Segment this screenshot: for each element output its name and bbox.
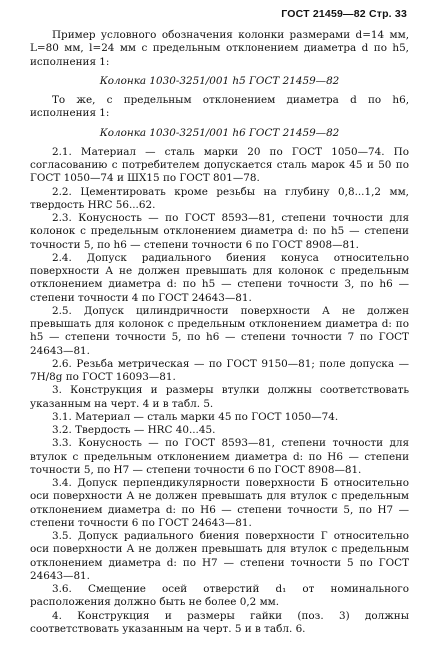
clause-3-3: 3.3. Конусность — по ГОСТ 8593—81, степени точности для втулок с предельным отклонением диаметра d: по H6 — степени точности 5, по H7 — степени точности 6 по ГОСТ 8908—81. [30, 437, 409, 476]
clause-2-3: 2.3. Конусность — по ГОСТ 8593—81, степени точности для колонок с предельным отклонением диаметра d: по h5 — степени точности 5, по h6 — степени точности 6 по ГОСТ 8908—81. [30, 212, 409, 251]
designation-h5: Колонка 1030-3251/001 h5 ГОСТ 21459—82 [99, 74, 340, 87]
document-body [30, 29, 409, 636]
clause-3: 3. Конструкция и размеры втулки должны соответствовать указанным на черт. 4 и в табл. 5. [30, 384, 409, 410]
clause-3-2: 3.2. Твердость — HRC 40...45. [52, 424, 216, 436]
clause-2-4: 2.4. Допуск радиального биения конуса относительно поверхности А не должен превышать для колонок с предельным отклонением диаметра d: по h5 — степени точности 3, по h6 — степени точности 4 по ГОСТ 24643—81. [30, 251, 409, 304]
clause-2-6: 2.6. Резьба метрическая — по ГОСТ 9150—81; поле допуска — 7H/8g по ГОСТ 16093—81. [30, 357, 409, 383]
clause-3-4: 3.4. Допуск перпендикулярности поверхности Б относительно оси поверхности А не должен превышать для втулок с предельным отклонением диаметра d: по H6 — степени точности 5, по H7 — степени точности 6 по ГОСТ 24643—81. [30, 477, 409, 529]
clause-3-1: 3.1. Материал — сталь марки 45 по ГОСТ 1050—74. [52, 410, 339, 423]
clause-2-2: 2.2. Цементировать кроме резьбы на глубину 0,8...1,2 мм, твердость HRC 56...62. [30, 185, 409, 211]
page-header: ГОСТ 21459—82 Стр. 33 [281, 8, 407, 20]
clause-4: 4. Конструкция и размеры гайки (поз. 3) должны соответствовать указанным на черт. 5 и в табл. 6. [30, 609, 409, 635]
clause-2-5: 2.5. Допуск цилиндричности поверхности А не должен превышать для колонок с предельным отклонением диаметра d: по h5 — степени точности 5, по h6 — степени точности 7 по ГОСТ 24643—81. [30, 304, 409, 357]
example-paragraph: Пример условного обозначения колонки размерами d=14 мм, L=80 мм, l=24 мм с предельным отклонением диаметра d по h5, исполнения 1: [30, 29, 409, 68]
designation-h6: Колонка 1030-3251/001 h6 ГОСТ 21459—82 [99, 126, 340, 139]
clause-3-6: 3.6. Смещение осей отверстий d₁ от номинального расположения должно быть не более 0,2 мм. [30, 583, 409, 609]
same-h6-paragraph: То же, с предельным отклонением диаметра d по h6, исполнения 1: [30, 94, 409, 120]
clause-2-1: 2.1. Материал — сталь марки 20 по ГОСТ 1050—74. По согласованию с потребителем допускается сталь марок 45 и 50 по ГОСТ 1050—74 и ШХ15 по ГОСТ 801—78. [30, 145, 409, 185]
clause-3-5: 3.5. Допуск радиального биения поверхности Г относительно оси поверхности А не должен превышать для втулок с предельным отклонением диаметра d: по H7 — степени точности 5 по ГОСТ 24643—81. [30, 530, 409, 582]
